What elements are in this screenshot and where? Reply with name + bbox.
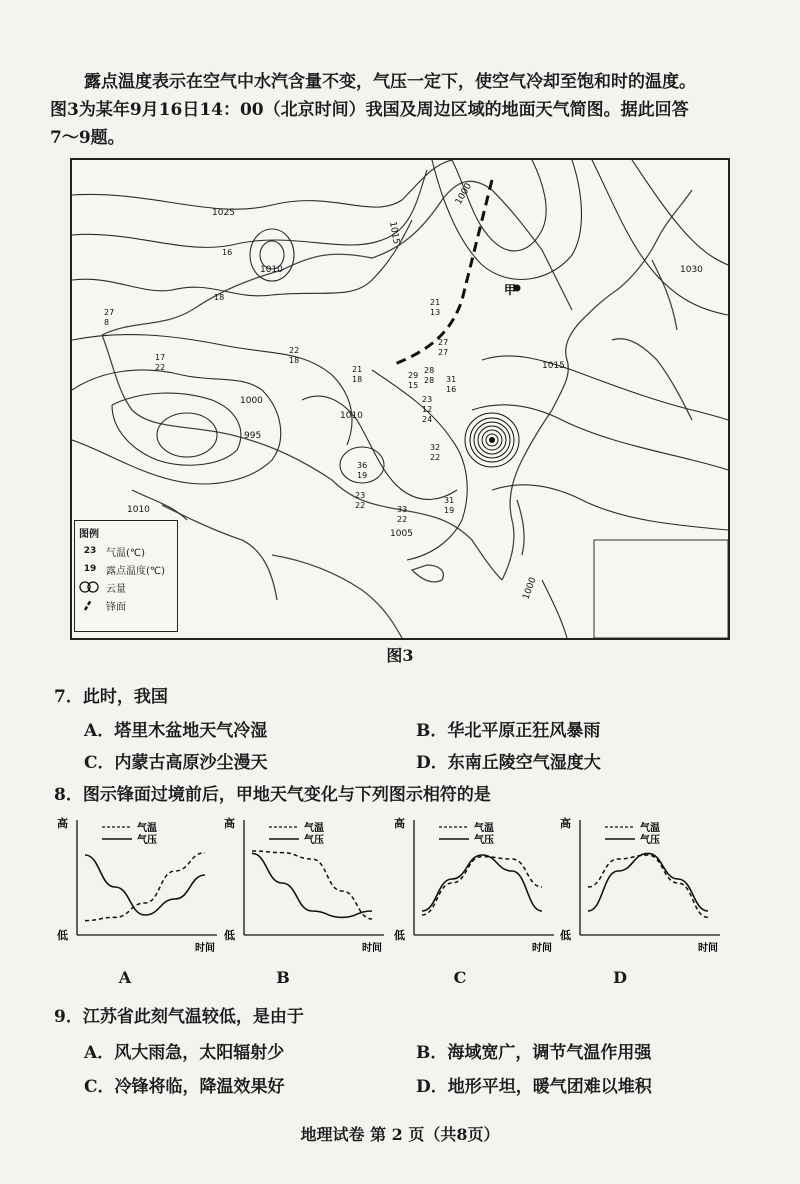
y-high-label: 高 [394,817,405,830]
borders [102,181,728,638]
station-readings [104,248,456,524]
legend-dew-label: 露点温度(℃) [106,565,166,577]
isobar-label: 1000 [521,576,539,602]
graph-label-a: A [118,968,132,987]
japan-coast [612,339,692,420]
legend-front-label: 锋面 [106,601,126,613]
station-value: 29 [408,371,419,380]
question-stem: 图示锋面过境前后，甲地天气变化与下列图示相符的是 [82,785,491,805]
legend-temp-text: 气温 [304,823,324,834]
coastline-east [502,320,582,580]
question-number: 7． [54,687,83,707]
question-number: 8． [54,785,83,805]
legend-temp-label: 气温(℃) [106,547,146,559]
q9-option-a[interactable]: A．风大雨急，太阳辐射少 [84,1043,285,1063]
station-value: 8 [104,318,110,327]
graph-svg [222,805,392,970]
intro-paragraph [50,68,770,152]
temperature-curve [85,853,205,921]
station-value: 33 [397,505,408,514]
legend-row-cloud [79,580,173,594]
q9-option-b[interactable]: B．海域宽广，调节气温作用强 [416,1043,652,1063]
station-value: 27 [438,338,449,347]
question-9 [54,1002,304,1027]
south-sea-inset [594,540,728,638]
y-high-label: 高 [224,817,235,830]
border-north [102,181,572,335]
taiwan-coast [517,500,524,555]
legend-row-dew [79,562,173,576]
temperature-curve [422,857,542,915]
weather-map [70,158,730,640]
station-value: 21 [430,298,441,307]
station-value: 22 [430,453,441,462]
legend-temp-text: 气温 [640,823,660,834]
isobar-label: 995 [244,431,262,441]
front-icon [79,599,101,611]
graph-label-c: C [453,968,467,987]
station-value: 28 [424,376,435,385]
y-high-label: 高 [560,817,571,830]
y-low-label: 低 [560,929,571,942]
legend-temp-text: 气温 [137,823,157,834]
temperature-curve [588,855,708,917]
isobar-label: 1000 [240,396,263,406]
isobar-label: 1015 [387,220,401,246]
question-number: 9． [54,1007,83,1027]
graph-d[interactable] [558,805,728,970]
x-axis-label: 时间 [195,943,215,954]
isobar-label: 1025 [212,208,235,218]
isobar-1020b [72,220,412,296]
q7-option-a[interactable]: A．塔里木盆地天气冷湿 [84,721,268,741]
isobar-1025 [72,160,452,209]
map-legend [74,520,178,632]
question-stem: 此时，我国 [82,687,168,707]
coastline-northeast [582,190,692,320]
pressure-curve [422,855,542,911]
legend-title: 图例 [79,529,99,540]
isobar-east-3 [492,485,728,530]
isobar-label: 1010 [260,265,283,275]
station-value: 27 [104,308,115,317]
isobar-labels [127,181,703,601]
border-southwest [272,555,402,638]
isobar-label: 1005 [390,529,413,539]
hainan [412,565,443,582]
isobar-1005-north [432,160,581,279]
legend-temp-text: 气温 [474,823,494,834]
station-value: 18 [289,356,300,365]
station-value: 16 [222,248,233,257]
station-value: 22 [155,363,166,372]
question-stem: 江苏省此刻气温较低，是由于 [82,1007,304,1027]
legend-cloud-label: 云量 [106,583,126,595]
legend-pressure-text: 气压 [640,835,660,846]
isobar-1005-east [372,370,467,560]
station-value: 22 [289,346,300,355]
y-high-label: 高 [57,817,68,830]
station-value: 23 [422,395,433,404]
graph-a[interactable] [55,805,225,970]
figure-caption: 图3 [386,646,414,665]
station-value: 22 [355,501,366,510]
cloud-icon [79,581,101,593]
graph-label-b: B [276,968,290,987]
isobar-995 [157,413,217,457]
graph-c[interactable] [392,805,562,970]
pressure-curve [85,855,205,915]
station-value: 23 [355,491,366,500]
isobar-label: 1010 [127,505,150,515]
graph-svg [558,805,728,970]
isobar-1030 [592,160,728,315]
station-value: 17 [155,353,166,362]
intro-line-1: 露点温度表示在空气中水汽含量不变，气压一定下，使空气冷却至饱和时的温度。 [84,72,696,92]
isobar-label: 1010 [340,411,363,421]
japan-north [652,260,677,330]
y-low-label: 低 [394,929,405,942]
intro-line-2: 图3为某年9月16日14：00（北京时间）我国及周边区域的地面天气简图。据此回答 [50,100,689,120]
legend-pressure-text: 气压 [474,835,494,846]
station-value: 13 [430,308,441,317]
q7-option-b[interactable]: B．华北平原正狂风暴雨 [416,721,601,741]
isobar-1030b [632,160,728,265]
station-value: 36 [357,461,368,470]
legend-pressure-text: 气压 [137,835,157,846]
question-7 [54,682,168,707]
isobar-east-1 [482,356,728,420]
isobar-label: 1015 [542,361,565,371]
y-low-label: 低 [57,929,68,942]
station-value: 28 [424,366,435,375]
page-footer: 地理试卷 第 2 页（共8页） [300,1125,500,1144]
intro-line-3: 7～9题。 [50,128,125,148]
station-value: 31 [444,496,455,505]
isobar-label: 1000 [453,181,475,207]
station-value: 31 [446,375,457,384]
border-west [162,505,277,600]
q9-option-c[interactable]: C．冷锋将临，降温效果好 [84,1077,285,1097]
graph-svg [392,805,562,970]
station-value: 12 [422,405,433,414]
station-value: 19 [357,471,368,480]
typhoon-center [489,437,495,443]
legend-temp-sample: 23 [83,546,97,556]
station-value: 15 [408,381,419,390]
isobar-label: 1030 [680,265,703,275]
place-label: 甲 [504,283,517,297]
graph-label-d: D [613,968,627,987]
station-value: 24 [422,415,433,424]
x-axis-label: 时间 [698,943,718,954]
temperature-curve [252,851,372,919]
station-value: 18 [214,293,225,302]
legend-pressure-text: 气压 [304,835,324,846]
legend-dew-sample: 19 [83,564,97,574]
station-value: 27 [438,348,449,357]
station-value: 19 [444,506,455,515]
question-8 [54,780,491,805]
q9-option-d[interactable]: D．地形平坦，暖气团难以堆积 [416,1077,652,1097]
graph-svg [55,805,225,970]
pressure-curve [588,853,708,911]
pressure-curve [252,853,372,917]
station-value: 22 [397,515,408,524]
legend-row-front [79,598,173,612]
isobar-1010-mid [72,335,352,445]
legend-row-temp [79,544,173,558]
station-value: 18 [352,375,363,384]
isobar-1000-west [112,393,241,465]
graph-b[interactable] [222,805,392,970]
isobar-1000-south [542,580,567,638]
x-axis-label: 时间 [532,943,552,954]
x-axis-label: 时间 [362,943,382,954]
y-low-label: 低 [224,929,235,942]
q7-option-d[interactable]: D．东南丘陵空气湿度大 [416,753,601,773]
station-value: 16 [446,385,457,394]
station-value: 32 [430,443,441,452]
station-value: 21 [352,365,363,374]
q7-option-c[interactable]: C．内蒙古高原沙尘漫天 [84,753,268,773]
